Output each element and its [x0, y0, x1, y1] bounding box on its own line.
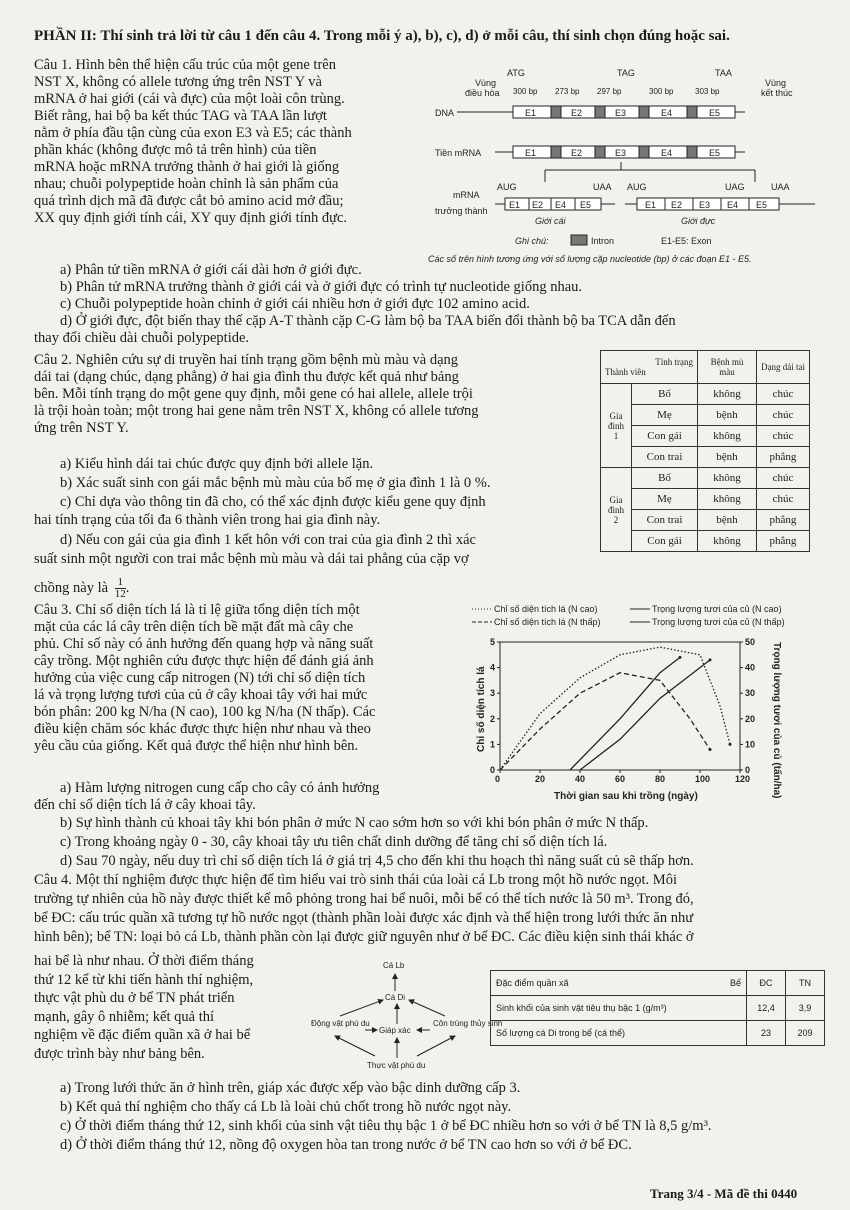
q3-stem: [34, 602, 375, 755]
table-cell: Con trai: [632, 510, 698, 531]
exon-label: E4: [727, 200, 739, 210]
q4-line: mạnh, gây ô nhiễm; kết quả thí: [34, 1008, 215, 1025]
q1-option-b: b) Phân tử mRNA trưởng thành ở giới cái và ở giới đực có trình tự nucleotide giống nhau.: [60, 279, 583, 295]
bp-label: 300 bp: [513, 87, 538, 96]
mrna-label: mRNA: [453, 190, 480, 200]
family-table: [600, 350, 810, 552]
y-right-tick-label: 40: [745, 662, 756, 673]
table-corner-header: [601, 351, 698, 384]
header-traits: Tính trạng: [655, 357, 693, 367]
exon-label: E4: [661, 148, 673, 158]
bp-label: 297 bp: [597, 87, 622, 96]
q3-line: hưởng của việc cung cấp nitrogen (N) tới chỉ số diện tích: [34, 670, 366, 686]
q2-option-d-cont2: chồng này là $\frac{1}{12}$ .: [34, 576, 130, 600]
legend-entry: Trọng lượng tươi của củ (N thấp): [652, 617, 785, 627]
tag-label: TAG: [617, 68, 635, 78]
q4-line: nghiệm về đặc điểm quần xã ở hai bể: [34, 1027, 251, 1043]
table-cell: phẳng: [757, 447, 810, 468]
table-cell: 23: [747, 1021, 786, 1046]
y-axis-left-label: Chỉ số diện tích lá: [476, 666, 487, 752]
y-left-tick-label: 2: [490, 713, 496, 724]
q1-option-c: c) Chuỗi polypeptide hoàn chỉnh ở giới cái nhiều hơn ở giới đực 102 amino acid.: [60, 296, 530, 312]
table-cell: bệnh: [698, 447, 757, 468]
q3-option-c: c) Trong khoảng ngày 0 - 30, cây khoai tây ưu tiên chất dinh dưỡng để tăng chỉ số diện tích lá.: [60, 834, 608, 850]
male-label: Giới đực: [681, 216, 716, 226]
table-cell: Bố: [632, 384, 698, 405]
table-cell: Mẹ: [632, 489, 698, 510]
exon-label: E5: [709, 148, 721, 158]
q2-option-c: c) Chỉ dựa vào thông tin đã cho, có thể xác định được kiểu gene quy định: [60, 494, 486, 510]
aug-label: AUG: [497, 182, 517, 192]
y-right-tick-label: 20: [745, 713, 756, 724]
x-tick-label: 120: [735, 774, 751, 784]
q2-option-d-cont: suất sinh một người con trai mắc bệnh mù màu và dái tai phẳng của cặp vợ: [34, 551, 469, 567]
y-right-tick-label: 0: [745, 765, 751, 775]
intron-legend: Intron: [591, 236, 615, 246]
q3-option-d: d) Sau 70 ngày, nếu duy trì chỉ số diện tích lá ở giá trị 4,5 cho đến khi thu hoạch thì năng suất củ sẽ thấp hơn.: [60, 853, 694, 869]
exon-label: E3: [615, 108, 627, 118]
q3-line: yêu cầu của giống. Kết quả được thể hiện như hình bên.: [34, 738, 359, 754]
uag-label: UAG: [725, 182, 745, 192]
table-cell: Số lượng cá Di trong bể (cá thể): [491, 1021, 747, 1046]
legend-entry: Chỉ số diện tích lá (N thấp): [494, 617, 601, 627]
q2-stem: [34, 352, 479, 437]
leaf-area-chart: [462, 602, 822, 802]
crustacean-node: Giáp xác: [379, 1026, 411, 1035]
exon-label: E1: [525, 108, 537, 118]
q4-line: thứ 12 kể từ khi tiến hành thí nghiệm,: [34, 971, 254, 988]
x-axis-label: Thời gian sau khi trồng (ngày): [554, 791, 698, 802]
fraction-numerator: 1: [115, 577, 126, 589]
q1-option-a: a) Phân tử tiền mRNA ở giới cái dài hơn ở giới đực.: [60, 262, 362, 278]
header-community: Đặc điểm quần xã: [496, 978, 569, 988]
table-cell: không: [698, 489, 757, 510]
y-left-tick-label: 4: [490, 662, 496, 673]
q1-stem: [34, 57, 352, 227]
x-tick-label: 100: [695, 774, 711, 784]
q1-line: nằm ở phía đầu tận cùng của exon E3 và E5; các thành: [34, 125, 352, 141]
q2-line: bên. Mỗi tính trạng do một gene quy định, mỗi gene có hai allele, allele trội: [34, 386, 473, 402]
q4-intro: hình bên); bể TN: loại bỏ cá Lb, thành phần còn lại được giữ nguyên như ở bể ĐC. Các điều kiện sinh thái khác ở: [34, 929, 694, 945]
table-cell: chúc: [757, 426, 810, 447]
bp-label: 300 bp: [649, 87, 674, 96]
figure-caption: Các số trên hình tương ứng với số lượng cặp nucleotide (bp) ở các đoạn E1 - E5.: [428, 254, 752, 264]
q4-intro: trường tự nhiên của hồ này được thiết kế mô phỏng trong hai bể nuôi, mỗi bể có thể tích nước là 50 m³. Trong đó,: [34, 891, 694, 907]
q3-line: phủ. Chỉ số này có ảnh hưởng đến quang hợp và năng suất: [34, 636, 374, 652]
q1-option-d-cont: thay đổi chiều dài chuỗi polypeptide.: [34, 330, 250, 346]
y-left-tick-label: 5: [490, 637, 496, 647]
aquatic-insect-node: Côn trùng thủy sinh: [433, 1019, 503, 1028]
q3-option-a-cont: đến chỉ số diện tích lá ở cây khoai tây.: [34, 797, 256, 813]
uaa-label: UAA: [593, 182, 612, 192]
y-axis-right-label: Trọng lượng tươi của củ (tấn/ha): [771, 642, 782, 799]
pre-mrna-label: Tiền mRNA: [435, 148, 482, 158]
series-point: [709, 748, 712, 751]
table-cell: 12,4: [747, 996, 786, 1021]
q1-option-d: d) Ở giới đực, đột biến thay thế cặp A-T thành cặp C-G làm bộ ba TAA biến đổi thành bộ ba TCA dẫn đến: [60, 313, 676, 329]
exon-label: E5: [756, 200, 768, 210]
q2-option-d-text: chồng này là: [34, 579, 109, 596]
x-tick-label: 60: [615, 774, 626, 784]
exon-label: E3: [615, 148, 627, 158]
y-right-tick-label: 50: [745, 637, 756, 647]
q4-option-b: b) Kết quả thí nghiệm cho thấy cá Lb là loài chủ chốt trong hồ nước ngọt này.: [60, 1099, 512, 1115]
x-tick-label: 80: [655, 774, 666, 784]
header-tn: TN: [786, 971, 825, 996]
table-cell: chúc: [757, 489, 810, 510]
series-point: [679, 656, 682, 659]
table-cell: chúc: [757, 405, 810, 426]
table-cell: chúc: [757, 384, 810, 405]
x-tick-label: 20: [535, 774, 546, 784]
intron-legend-swatch: [571, 235, 587, 245]
y-left-tick-label: 0: [490, 765, 496, 775]
q3-option-a: a) Hàm lượng nitrogen cung cấp cho cây có ảnh hưởng: [60, 780, 380, 796]
header-tank: Bể: [729, 978, 741, 988]
legend-entry: Trọng lượng tươi của củ (N cao): [652, 604, 782, 614]
table-cell: 3,9: [786, 996, 825, 1021]
table-header-cell: [491, 971, 747, 996]
q1-line: phần khác (không được mô tả trên hình) của tiền: [34, 142, 317, 158]
q2-option-b: b) Xác suất sinh con gái mắc bệnh mù màu của bố mẹ ở gia đình 1 là 0 %.: [60, 475, 491, 491]
q3-option-b: b) Sự hình thành củ khoai tây khi bón phân ở mức N cao sớm hơn so với khi bón phân ở mức N thấp.: [60, 815, 649, 831]
exon-label: E4: [555, 200, 567, 210]
page-footer: Trang 3/4 - Mã đề thi 0440: [650, 1186, 798, 1201]
q2-line: là trội hoàn toàn; một trong hai gene nằm trên NST X, không có allele tương: [34, 403, 479, 419]
table-cell: không: [698, 468, 757, 489]
q3-line: mặt của các lá cây trên diện tích bề mặt đất mà cây che: [34, 619, 354, 635]
dna-label: DNA: [435, 108, 455, 118]
q1-line: Câu 1. Hình bên thể hiện cấu trúc của một gene trên: [34, 57, 336, 73]
food-web-diagram: [305, 958, 503, 1073]
q2-line: dái tai (dạng chúc, dạng phẳng) ở hai gia đình thu được kết quả như bảng: [34, 369, 459, 385]
y-right-tick-label: 10: [745, 739, 756, 750]
x-tick-label: 0: [495, 774, 501, 784]
exon-legend: E1-E5: Exon: [661, 236, 712, 246]
zooplankton-node: Động vật phù du: [311, 1019, 370, 1028]
header-earlobe: Dạng dái tai: [757, 351, 810, 384]
terminator-label: Vùng: [765, 78, 787, 88]
table-cell: không: [698, 531, 757, 552]
q1-line: mRNA hoặc mRNA trưởng thành ở hai giới là giống: [34, 159, 340, 175]
community-table: [490, 970, 825, 1046]
q4-line: hai bể là như nhau. Ở thời điểm tháng: [34, 953, 254, 969]
q4-option-c: c) Ở thời điểm tháng thứ 12, sinh khối của sinh vật tiêu thụ bậc 1 ở bể ĐC nhiều hơn so với ở bể TN là 8,5 g/m³.: [60, 1118, 712, 1134]
table-cell: Mẹ: [632, 405, 698, 426]
exon-label: E1: [525, 148, 537, 158]
exon-label: E1: [645, 200, 657, 210]
table-cell: chúc: [757, 468, 810, 489]
family-2-label: Gia đình 2: [601, 468, 632, 552]
header-colorblind: Bệnh mù màu: [698, 351, 757, 384]
table-cell: Con trai: [632, 447, 698, 468]
regulatory-label: Vùng: [475, 78, 497, 88]
series-point: [709, 658, 712, 661]
table-cell: bệnh: [698, 405, 757, 426]
table-cell: không: [698, 426, 757, 447]
exon-label: E2: [671, 200, 683, 210]
q4-line: được trình bày như bảng bên.: [34, 1045, 205, 1062]
table-cell: bệnh: [698, 510, 757, 531]
y-left-tick-label: 3: [490, 688, 496, 699]
bp-label: 303 bp: [695, 87, 720, 96]
fraction-denominator: 12: [114, 588, 126, 600]
series-line-2: [580, 660, 710, 770]
exon-label: E3: [699, 200, 711, 210]
family-1-label: Gia đình 1: [601, 384, 632, 468]
q4-line: thực vật phù du ở bể TN phát triển: [34, 990, 235, 1006]
x-tick-label: 40: [575, 774, 586, 784]
q1-line: quá trình dịch mã đã được cắt bỏ amino acid mở đầu;: [34, 193, 344, 209]
atg-label: ATG: [507, 68, 525, 78]
q3-line: Câu 3. Chỉ số diện tích lá là tỉ lệ giữa tổng diện tích một: [34, 602, 360, 618]
q3-line: cây trồng. Một nghiên cứu được thực hiện để đánh giá ảnh: [34, 653, 374, 669]
q2-line: ứng trên NST Y.: [34, 420, 129, 436]
q4-intro: bể ĐC: cấu trúc quần xã tương tự hồ nước ngọt (thành phần loài được xác định và thể hiện trong lưới thức ăn như: [34, 910, 694, 926]
q4-left-text: [34, 952, 254, 1063]
bp-label: 273 bp: [555, 87, 580, 96]
aug-label: AUG: [627, 182, 647, 192]
phytoplankton-node: Thực vật phù du: [367, 1061, 426, 1070]
q3-line: bón phân: 200 kg N/ha (N cao), 100 kg N/ha (N thấp). Các: [34, 704, 376, 720]
q1-line: nhau; chuỗi polypeptide hoàn chỉnh là sản phẩm của: [34, 176, 339, 192]
mrna-label-2: trưởng thành: [435, 206, 488, 216]
section-header: PHẦN II: Thí sinh trả lời từ câu 1 đến câu 4. Trong mỗi ý a), b), c), d) ở mỗi câu, thí sinh chọn đúng hoặc sai.: [34, 28, 730, 44]
legend-note: Ghi chú:: [515, 236, 549, 246]
table-cell: phẳng: [757, 510, 810, 531]
table-cell: Con gái: [632, 426, 698, 447]
gene-structure-figure: [425, 62, 825, 262]
exon-label: E5: [709, 108, 721, 118]
q4-intro: Câu 4. Một thí nghiệm được thực hiện để tìm hiểu vai trò sinh thái của loài cá Lb trong một hồ nước ngọt. Môi: [34, 872, 677, 888]
q2-option-d: d) Nếu con gái của gia đình 1 kết hôn với con trai của gia đình 2 thì xác: [60, 532, 476, 548]
q1-line: Biết rằng, hai bộ ba kết thúc TAG và TAA lần lượt: [34, 108, 327, 124]
exon-label: E2: [571, 108, 583, 118]
exon-label: E5: [580, 200, 592, 210]
exon-label: E2: [532, 200, 544, 210]
q1-line: mRNA ở hai giới (cái và đực) của một loài côn trùng.: [34, 91, 345, 107]
legend-entry: Chỉ số diện tích lá (N cao): [494, 604, 598, 614]
q2-option-a: a) Kiểu hình dái tai chúc được quy định bởi allele lặn.: [60, 456, 374, 472]
table-cell: Bố: [632, 468, 698, 489]
terminator-label-2: kết thúc: [761, 88, 793, 98]
fish-di-node: Cá Di: [385, 993, 406, 1002]
female-label: Giới cái: [535, 216, 566, 226]
exon-label: E2: [571, 148, 583, 158]
exon-label: E1: [509, 200, 521, 210]
taa-label: TAA: [715, 68, 732, 78]
y-right-tick-label: 30: [745, 688, 756, 699]
q2-option-c-cont: hai tính trạng của tối đa 6 thành viên trong hai gia đình này.: [34, 512, 381, 528]
fish-lb-node: Cá Lb: [383, 961, 405, 970]
series-point: [729, 743, 732, 746]
table-cell: không: [698, 384, 757, 405]
q4-option-a: a) Trong lưới thức ăn ở hình trên, giáp xác được xếp vào bậc dinh dưỡng cấp 3.: [60, 1080, 521, 1096]
q1-line: XX quy định giới tính cái, XY quy định giới tính đực.: [34, 210, 348, 226]
q2-line: Câu 2. Nghiên cứu sự di truyền hai tính trạng gồm bệnh mù màu và dạng: [34, 352, 459, 368]
table-cell: 209: [786, 1021, 825, 1046]
header-members: Thành viên: [605, 367, 646, 377]
series-line-1: [500, 673, 710, 770]
q3-line: lá và trọng lượng tươi của củ ở cây khoai tây với hai mức: [34, 687, 368, 703]
regulatory-label-2: điều hòa: [465, 88, 500, 98]
table-cell: Con gái: [632, 531, 698, 552]
exon-label: E4: [661, 108, 673, 118]
table-cell: Sinh khối của sinh vật tiêu thụ bậc 1 (g/m³): [491, 996, 747, 1021]
q3-line: điều kiện chăm sóc khác được thực hiện như nhau và theo: [34, 721, 371, 737]
header-dc: ĐC: [747, 971, 786, 996]
q4-option-d: d) Ở thời điểm tháng thứ 12, nồng độ oxygen hòa tan trong nước ở bể TN cao hơn so với ở bể ĐC.: [60, 1137, 632, 1153]
uaa-label: UAA: [771, 182, 790, 192]
series-line-0: [500, 647, 730, 770]
y-left-tick-label: 1: [490, 739, 496, 750]
fraction: [115, 577, 126, 600]
plot-frame: [500, 642, 740, 770]
table-cell: phẳng: [757, 531, 810, 552]
q1-line: NST X, không có allele tương ứng trên NST Y và: [34, 74, 322, 90]
